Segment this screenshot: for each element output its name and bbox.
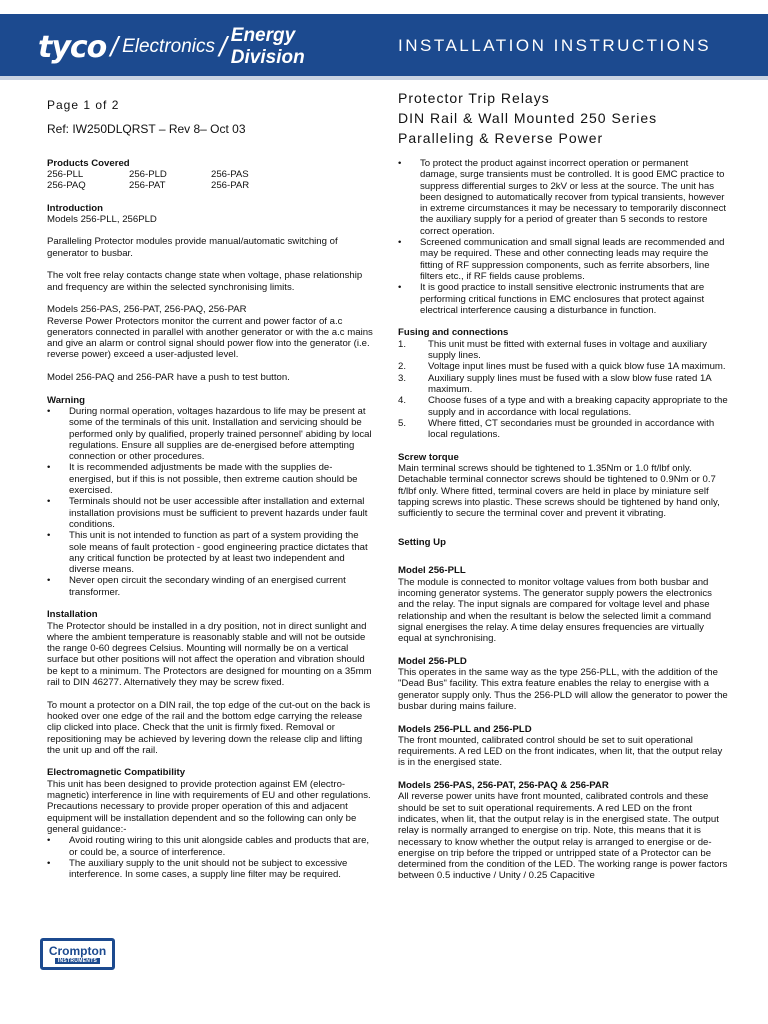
logo-slash: / [110,31,119,62]
item-text: Auxiliary supply lines must be fused with a slow blow fuse rated 1A maximum. [428,372,712,395]
tyco-logo [30,26,366,68]
crompton-logo-name: Crompton [48,943,107,958]
model-pll-paragraph: The module is connected to monitor voltage values from both busbar and incoming generator systems. The generator supply powers the electronics and the relay. The input signals are compared for voltage level and phase relationship and when the resultant is below the selected limit a command signal energises the relay. A time delay ensures frequencies are virtually equal at synchronising. [398,576,712,645]
item-text: This unit must be fitted with external fuses in voltage and auxiliary supply lines. [428,338,707,362]
intro-paragraph: Model 256-PAQ and 256-PAR have a push to test button. [47,372,290,384]
page-number: Page 1 of 2 [47,98,120,112]
emc-paragraph: This unit has been designed to provide protection against EM (electro-magnetic) interference in line with requirements of EU and other regulations. Precautions necessary to provide proper operation of this and adjacent equipment will be installation dependent and so the following can only be general guidance:- [47,778,371,835]
warning-list [47,406,377,598]
list-item [398,361,728,372]
logo-energy-division: Energy Division [230,25,305,68]
fusing-list [398,339,728,441]
installation-paragraph: To mount a protector on a DIN rail, the top edge of the cut-out on the back is hooked over one edge of the rail and the bottom edge carrying the release clip clicked into place. Check that the unit is firmly fixed. Removal or repositioning may be achieved by levering down the release clip and lifting the unit up and off the rail. [47,699,371,756]
page-header [0,0,768,80]
installation-heading: Installation [47,609,98,621]
document-title [398,88,728,148]
intro-paragraph: Models 256-PLL, 256PLD [47,213,157,225]
logo-brand: tyco [38,29,107,65]
screw-torque-heading: Screw torque [398,451,459,463]
item-number: 4. [398,395,407,407]
list-item: • To protect the product against incorrect operation or permanent damage, surge transients must be controlled. It is good EMC practice to suppress differential surges to 2kV or less at the source. The unit has been designed to automatically recover from typical transients, however in extreme circumstances it may be necessary to temporarily disconnect the auxiliary supply for a period of greater than 5 seconds to restore correct operation. [398,158,728,237]
product-code: 256-PLD [129,169,167,181]
table-row [47,180,293,191]
list-item: • Screened communication and small signal leads are recommended and may be required. These and other connecting leads may require the fitting of RF suppression components, such as ferrite absorbers, line filters etc., if RF fields cause problems. [398,237,728,282]
crompton-logo [40,938,115,970]
fusing-heading: Fusing and connections [398,327,509,339]
title-line-3: Paralleling & Reverse Power [398,130,604,146]
title-line-1: Protector Trip Relays [398,90,550,106]
list-item: • It is recommended adjustments be made with the supplies de-energised, but if this is not possible, then extreme caution should be exercised. [47,462,377,496]
emc-list [47,835,377,880]
models-pll-pld-paragraph: The front mounted, calibrated control should be set to suit operational requirements. A red LED on the front indicates, when lit, that the output relay is in the energised state. [398,734,723,769]
products-table [47,169,293,191]
emc-heading: Electromagnetic Compatibility [47,767,186,779]
logo-slash-2: / [219,31,227,62]
product-code: 256-PAQ [47,180,86,192]
header-rule [0,76,768,80]
product-code: 256-PAR [211,180,250,192]
item-number: 1. [398,338,407,350]
model-pll-heading: Model 256-PLL [398,565,466,577]
crompton-logo-sub: INSTRUMENTS [55,958,100,964]
model-pld-heading: Model 256-PLD [398,655,467,667]
document-ref: Ref: IW250DLQRST – Rev 8– Oct 03 [47,122,246,136]
list-item [398,395,728,418]
model-pld-paragraph: This operates in the same way as the type 256-PLL, with the addition of the "Dead Bus" facility. This extra feature enables the relay to energise with a generator supply only. Thus the 256-PLD will allow the generator to power the busbar during mains failure. [398,667,728,712]
intro-paragraph: The volt free relay contacts change state when voltage, phase relationship and frequency are within the selected synchronising limits. [47,270,363,293]
table-row [47,169,293,180]
screw-torque-paragraph: Main terminal screws should be tightened to 1.35Nm or 1.0 ft/lbf only. Detachable terminal connector screws should be tightened to 0.9Nm or 0.7 ft/lbf only. Where fitted, terminal covers are held in place by miniature self tapping screws into plastic. These screws should be tightened by hand only, sufficiently to secure the terminal cover and prevent it vibrating. [398,463,720,520]
product-code: 256-PLL [47,169,84,181]
intro-paragraph: Models 256-PAS, 256-PAT, 256-PAQ, 256-PAR [47,304,247,316]
item-number: 2. [398,361,407,373]
products-heading: Products Covered [47,158,130,169]
product-code: 256-PAT [129,180,166,192]
item-number: 3. [398,372,407,384]
list-item: • The auxiliary supply to the unit should not be subject to excessive interference. In some cases, a supply line filter may be required. [47,858,377,881]
right-column [398,158,728,882]
item-text: Voltage input lines must be fused with a quick blow fuse 1A maximum. [428,361,726,373]
list-item: • During normal operation, voltages hazardous to life may be present at some of the terminals of this unit. Installation and servicing should be performed only by qualified, properly trained personnel' abiding by local regulations. Ensure all supplies are de-energised before attempting connection or other procedures. [47,406,377,462]
models-pa-paragraph: All reverse power units have front mounted, calibrated controls and these should be set to suit operational requirements. A red LED on the front indicates, when lit, that the output relay is in the energised state. The output relay is normally arranged to energise on trip. Note, this means that it is necessary to know whether the output relay is arranged to energise or de-energise on trip before the tripped or untripped state of a Protector can be determined from the condition of the LED. The working range is power factors between 0.5 inductive / Unity / 0.25 Capacitive [398,791,728,882]
list-item: • This unit is not intended to function as part of a system providing the sole means of fault protection - good engineering practice dictates that any critical function be protected by at least two independent and diverse means. [47,530,377,575]
title-line-2: DIN Rail & Wall Mounted 250 Series [398,110,658,126]
intro-paragraph: Reverse Power Protectors monitor the current and power factor of a.c generators connected in parallel with another generator or with the a.c mains and give an alarm or control signal should power flow into the generator (i.e. reverse power) exceed a user-adjusted level. [47,315,373,361]
list-item [398,339,728,362]
list-item: • Avoid routing wiring to this unit alongside cables and products that are, or could be, a source of interference. [47,835,377,858]
models-pa-heading: Models 256-PAS, 256-PAT, 256-PAQ & 256-PAR [398,780,609,792]
product-code: 256-PAS [211,169,249,181]
emc-list-continued [398,158,728,316]
models-pll-pld-heading: Models 256-PLL and 256-PLD [398,723,532,735]
warning-heading: Warning [47,394,86,406]
list-item [398,373,728,396]
logo-electronics: Electronics [122,36,215,57]
document-type: INSTALLATION INSTRUCTIONS [398,36,712,55]
list-item: • It is good practice to install sensitive electronic instruments that are performing critical functions in EMC enclosures that protect against electrical interference causing a disturbance in function. [398,282,728,316]
item-text: Where fitted, CT secondaries must be grounded in accordance with local regulations. [428,417,715,441]
intro-paragraph: Paralleling Protector modules provide manual/automatic switching of generator to busbar. [47,236,338,259]
list-item [398,418,728,441]
left-column [47,158,377,880]
setting-up-heading: Setting Up [398,536,446,548]
item-number: 5. [398,417,407,429]
introduction-heading: Introduction [47,202,103,214]
list-item: • Never open circuit the secondary winding of an energised current transformer. [47,575,377,598]
list-item: • Terminals should not be user accessible after installation and external installation provisions must be sufficient to prevent hazards under fault conditions. [47,496,377,530]
installation-paragraph: The Protector should be installed in a dry position, not in direct sunlight and where the ambient temperature is reasonably stable and will not be outside the range 0-60 degrees Celsius. Mounting will normally be on a vertical surface but other positions will not affect the operation and vibration should be kept to a minimum. The Protectors are designed for mounting on a 35mm rail to DIN 46277. Alternatively they may be screw fixed. [47,620,372,689]
item-text: Choose fuses of a type and with a breaking capacity appropriate to the supply and in accordance with local regulations. [428,395,728,418]
